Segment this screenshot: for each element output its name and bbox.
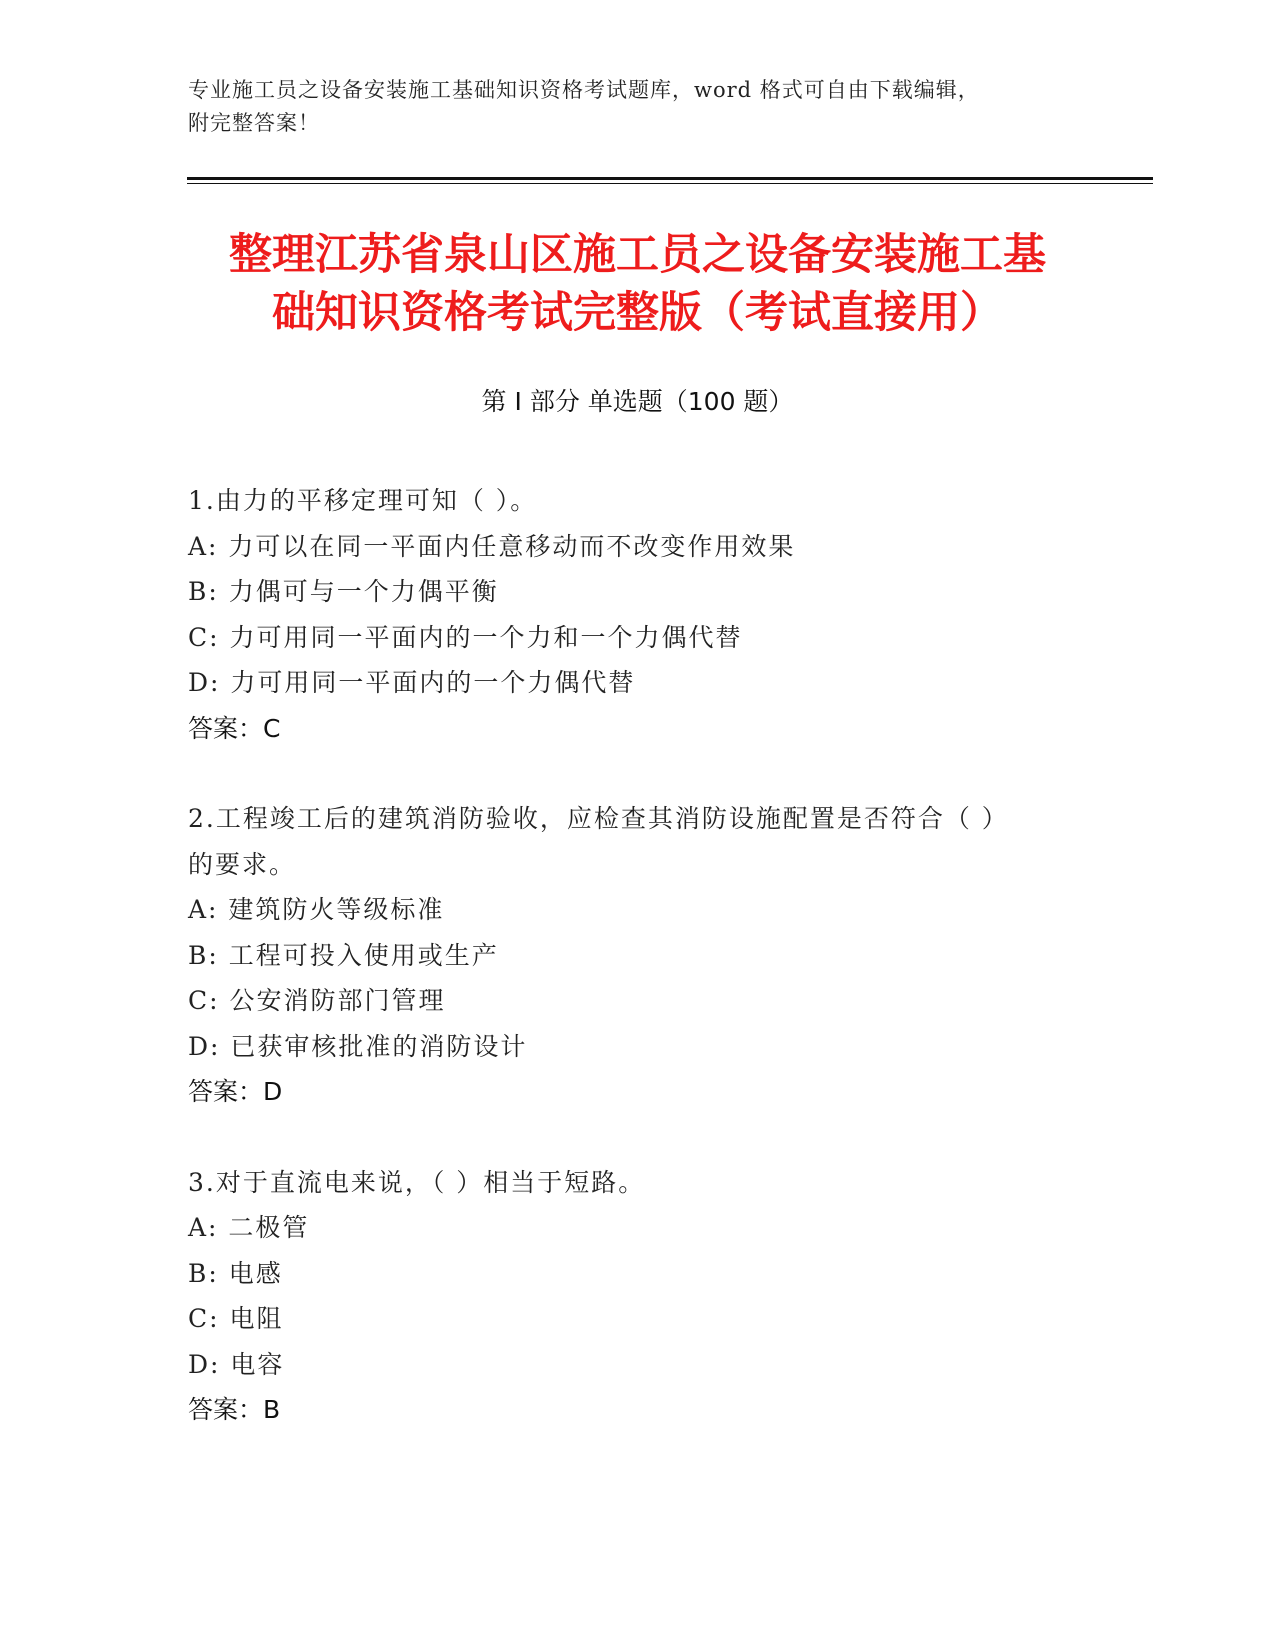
question-2 [188, 796, 1088, 1115]
question-list [188, 478, 1088, 1433]
option-c: C: 电阻 [188, 1304, 284, 1333]
question-stem: 1.由力的平移定理可知（ ）。 [188, 486, 538, 515]
option-c: C: 公安消防部门管理 [188, 986, 446, 1015]
document-title-line: 整理江苏省泉山区施工员之设备安装施工基 [229, 230, 1046, 280]
answer-label: 答案：D [188, 1077, 283, 1106]
question-stem-continued: 的要求。 [188, 849, 297, 879]
option-b: B: 工程可投入使用或生产 [188, 940, 499, 970]
header-divider-thick [187, 177, 1153, 180]
question-3 [188, 1160, 1088, 1433]
header-divider-thin [187, 183, 1153, 184]
question-stem: 3.对于直流电来说，（ ）相当于短路。 [188, 1167, 646, 1197]
header-note-line: 专业施工员之设备安装施工基础知识资格考试题库，word 格式可自由下载编辑， [188, 78, 980, 102]
question-1 [188, 478, 1088, 751]
option-a: A: 建筑防火等级标准 [188, 895, 445, 924]
header-note-line: 附完整答案！ [188, 111, 320, 135]
option-b: B: 力偶可与一个力偶平衡 [188, 577, 499, 606]
option-c: C: 力可用同一平面内的一个力和一个力偶代替 [188, 622, 743, 652]
option-a: A: 力可以在同一平面内任意移动而不改变作用效果 [188, 531, 796, 561]
option-d: D: 电容 [188, 1349, 285, 1379]
option-a: A: 二极管 [188, 1213, 310, 1242]
answer-label: 答案：B [188, 1395, 281, 1424]
document-title [150, 226, 1125, 342]
header-note [188, 74, 1088, 140]
option-d: D: 已获审核批准的消防设计 [188, 1031, 528, 1061]
option-d: D: 力可用同一平面内的一个力偶代替 [188, 668, 636, 697]
question-spacer [188, 751, 1088, 796]
answer-label: 答案：C [188, 713, 281, 743]
option-b: B: 电感 [188, 1258, 283, 1288]
question-stem: 2.工程竣工后的建筑消防验收，应检查其消防设施配置是否符合（ ） [188, 804, 1009, 833]
section-title: 第 I 部分 单选题（100 题） [481, 387, 794, 416]
question-spacer [188, 1115, 1088, 1160]
document-title-line: 础知识资格考试完整版（考试直接用） [272, 288, 1003, 338]
